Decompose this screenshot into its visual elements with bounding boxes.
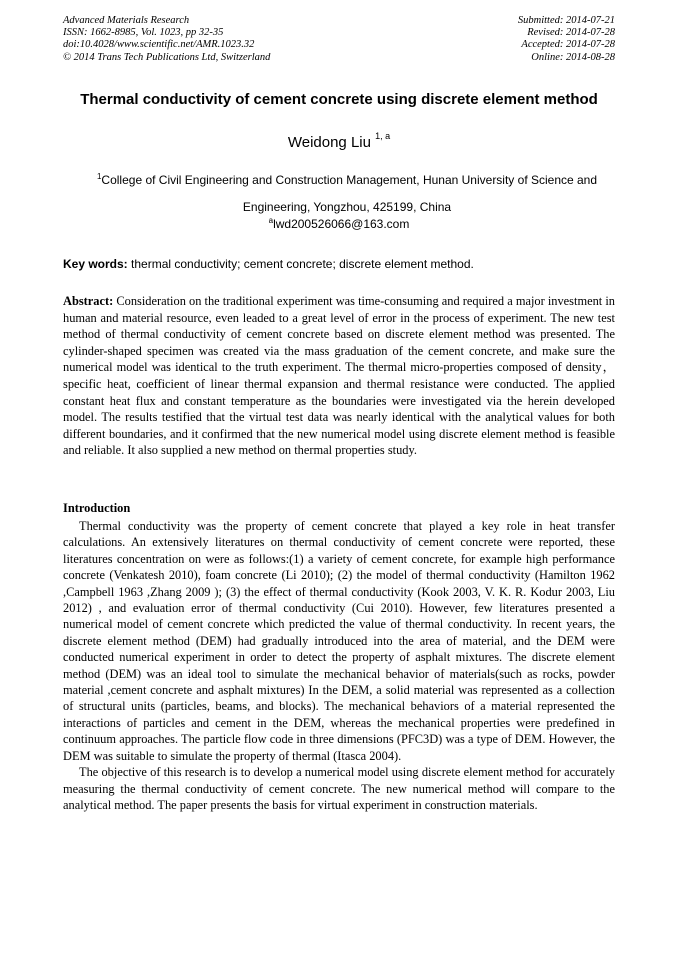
affiliation-marker: 1 bbox=[96, 172, 102, 181]
introduction-heading: Introduction bbox=[63, 501, 131, 515]
journal-name: Advanced Materials Research bbox=[63, 15, 190, 26]
accepted-date: Accepted: 2014-07-28 bbox=[521, 39, 615, 51]
author-line bbox=[0, 133, 678, 151]
revised-date: Revised: 2014-07-28 bbox=[527, 27, 615, 39]
abstract bbox=[63, 293, 615, 459]
introduction-body bbox=[63, 518, 615, 813]
journal-info bbox=[63, 15, 270, 64]
author-affiliation-marker: 1, a bbox=[375, 131, 391, 141]
online-date: Online: 2014-08-28 bbox=[531, 51, 615, 63]
affiliation-text: College of Civil Engineering and Construction Management, Hunan University of Science and Engineering, Yongzhou, 425199, China bbox=[101, 173, 598, 214]
doi-line: doi:10.4028/www.scientific.net/AMR.1023.32 bbox=[63, 39, 255, 51]
publication-dates bbox=[518, 15, 615, 64]
keywords-label: Key words: bbox=[63, 257, 128, 271]
affiliation bbox=[87, 163, 607, 221]
keywords bbox=[63, 257, 618, 271]
author-name: Weidong Liu bbox=[287, 134, 371, 151]
issn-line: ISSN: 1662-8985, Vol. 1023, pp 32-35 bbox=[63, 27, 224, 39]
abstract-text: Consideration on the traditional experiment was time-consuming and required a major investment in human and material resource, even leaded to a great level of error in the process of experiment. The new test method of thermal conductivity of cement concrete based on discrete element method was presented. The cylinder-shaped specimen was created via the mass graduation of the cement concrete, and make sure the numerical model was identical to the truth experiment. The thermal micro-properties composed of density，specific heat, coefficient of linear thermal expansion and thermal resistance were conducted. The applied constant heat flux and constant temperature as the boundaries were investigated via the herein developed model. The results testified that the virtual test data was nearly identical with the analytical values for both different boundaries, and it confirmed that the new numerical model using discrete element method is feasible and reliable. It also supplied a new method on thermal properties study. bbox=[63, 294, 615, 458]
keywords-text: thermal conductivity; cement concrete; discrete element method. bbox=[131, 257, 474, 271]
author-email bbox=[0, 216, 678, 231]
paper-title: Thermal conductivity of cement concrete using discrete element method bbox=[80, 91, 598, 108]
introduction-paragraph-2: The objective of this research is to develop a numerical model using discrete element method for accurately measuring the thermal conductivity of cement concrete. The new numerical method will compare to the analytical method. The paper presents the basis for virtual experiment in construction materials. bbox=[63, 765, 615, 812]
email-address: lwd200526066@163.com bbox=[273, 217, 410, 231]
introduction-paragraph-1: Thermal conductivity was the property of cement concrete that played a key role in heat transfer calculations. An extensively literatures on thermal conductivity of cement concrete were reported, these literatures concentration on were as follows:(1) a variety of cement concrete, for example high performance concrete (Venkatesh 2010), foam concrete (Li 2010); (2) the model of thermal conductivity (Hamilton 1962 ,Campbell 1963 ,Zhang 2009 ); (3) the effect of thermal conductivity (Kook 2003, V. K. R. Kodur 2003, Liu 2012) , and evaluation error of thermal conductivity (Cui 2010). However, few literatures presented a numerical model of cement concrete which predicted the value of thermal conductivity. In recent years, the discrete element method (DEM) had gradually introduced into the area of material, and the DEM were conducted numerical experiment in order to detect the property of asphalt mixtures. The discrete element method (DEM) was an ideal tool to simulate the mechanical behavior of materials(such as rocks, powder material ,cement concrete and asphalt mixtures) In the DEM, a solid material was represented as a collection of structural units (particles, beams, and blocks). The mechanical behaviors of a material represented the interactions of particles and cement in the DEM, whereas the mechanical properties were predefined in continuum approaches. The particle flow code in three dimensions (PFC3D) was a type of DEM. However, the DEM was suitable to simulate the property of thermal (Itasca 2004). bbox=[63, 519, 615, 763]
copyright-line: © 2014 Trans Tech Publications Ltd, Switzerland bbox=[63, 51, 271, 63]
email-marker: a bbox=[268, 216, 274, 225]
submitted-date: Submitted: 2014-07-21 bbox=[517, 15, 615, 26]
abstract-label: Abstract: bbox=[63, 294, 114, 308]
